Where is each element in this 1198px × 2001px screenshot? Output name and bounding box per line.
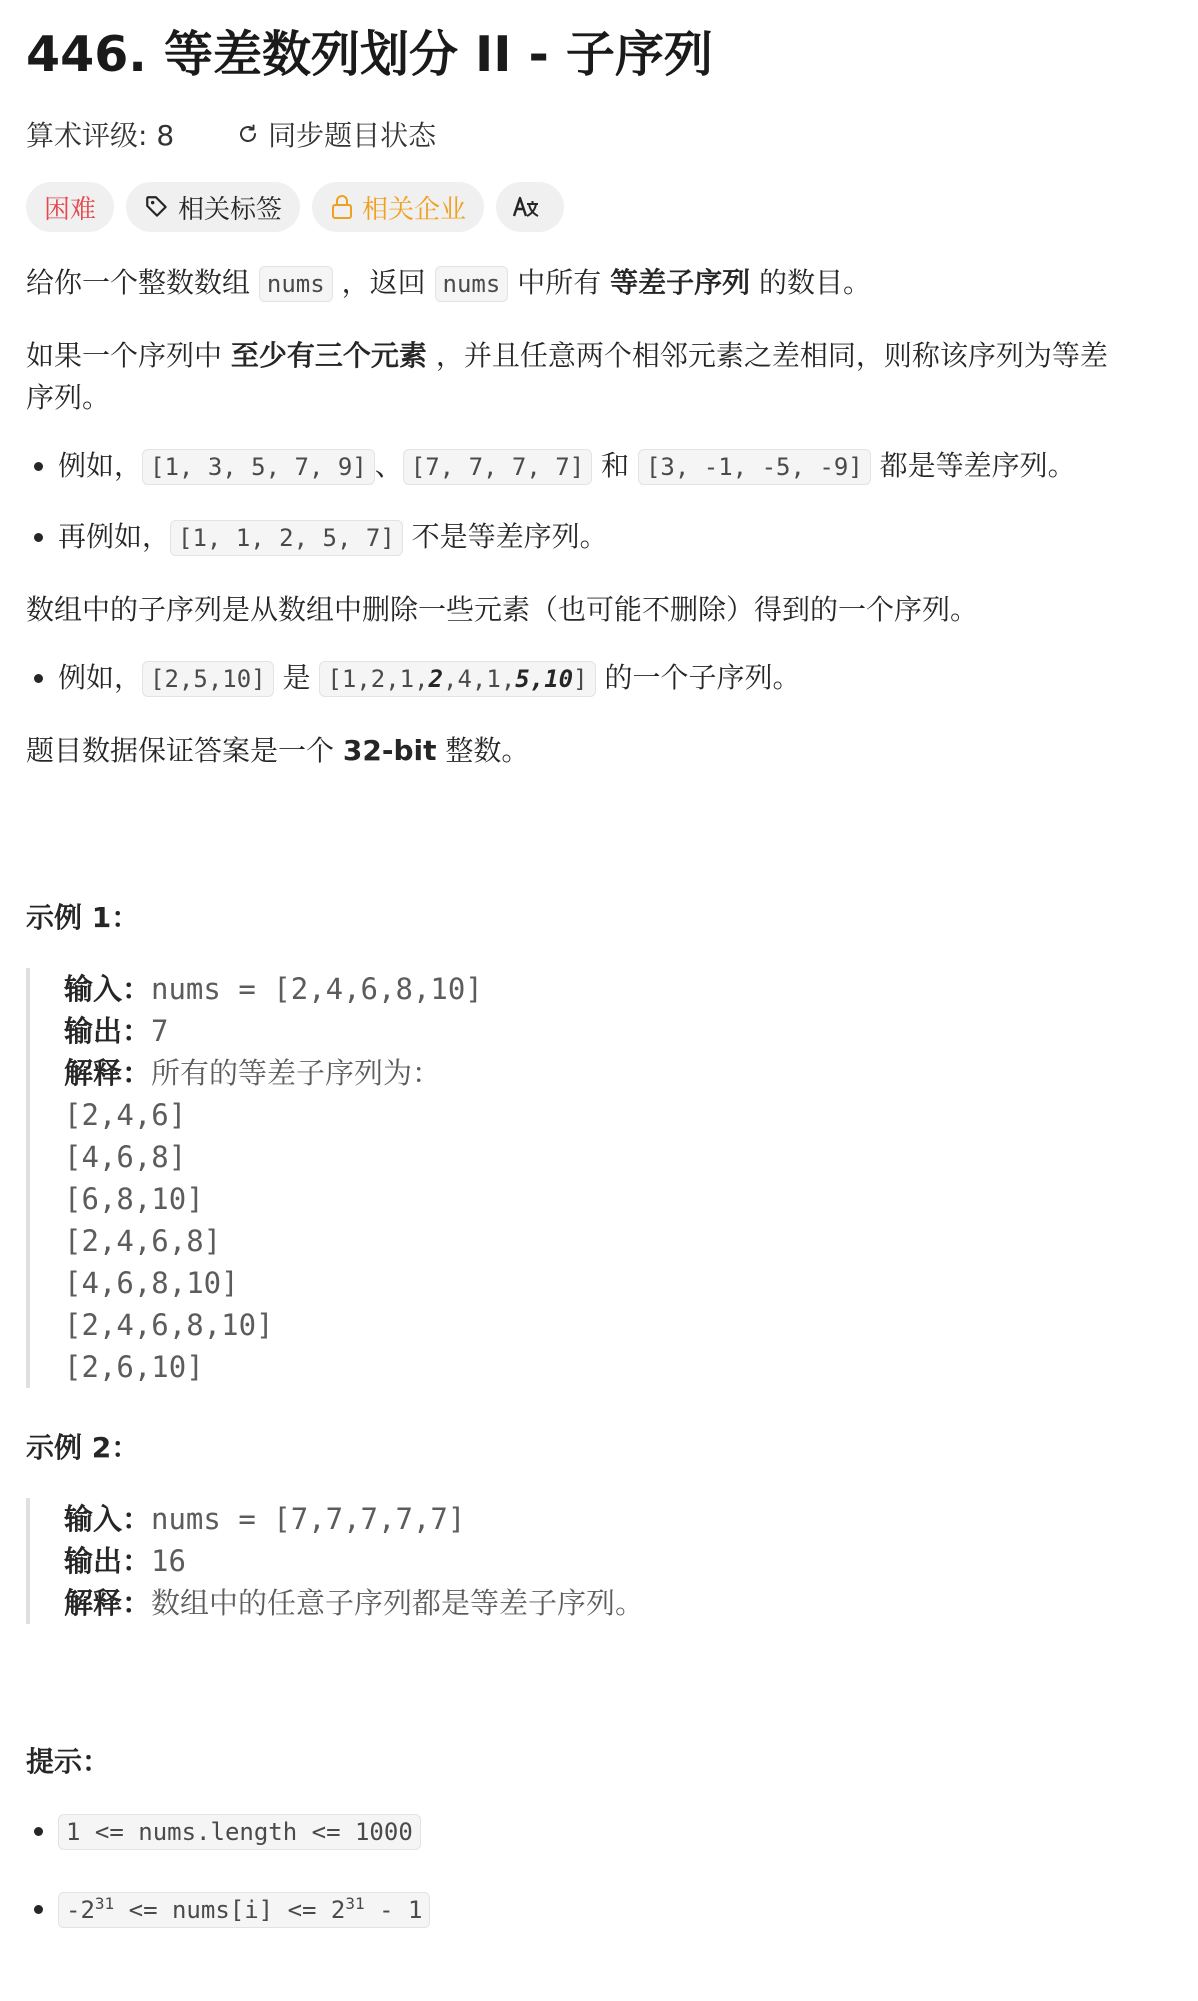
- bold-text: 至少有三个元素: [230, 339, 427, 372]
- description-paragraph-2: [26, 335, 1120, 419]
- sequence-line: [6,8,10]: [64, 1182, 204, 1216]
- lock-icon: [330, 194, 354, 220]
- inline-code: [3, -1, -5, -9]: [638, 449, 871, 485]
- text: 是: [273, 661, 320, 694]
- description-paragraph-1: [26, 262, 1120, 305]
- inline-code: [7, 7, 7, 7]: [403, 449, 592, 485]
- description-paragraph-3: 数组中的子序列是从数组中删除一些元素（也可能不删除）得到的一个序列。: [26, 593, 979, 626]
- constraint-item: [58, 1883, 1120, 1931]
- code-text: - 1: [364, 1896, 423, 1924]
- sequence-line: [2,4,6,8]: [64, 1224, 222, 1258]
- code-emphasis: ,: [529, 665, 545, 693]
- constraints-list: [26, 1810, 1120, 1931]
- sequence-line: [4,6,8,10]: [64, 1266, 239, 1300]
- bold-text: 32-bit: [342, 734, 437, 767]
- example-1-title: 示例 1：: [26, 901, 140, 934]
- related-tags-button[interactable]: [126, 182, 300, 232]
- inline-code: 1 <= nums.length <= 1000: [58, 1814, 421, 1850]
- text: 的数目。: [750, 266, 872, 299]
- constraints-title: 提示：: [26, 1745, 111, 1778]
- text: 、: [374, 449, 403, 482]
- text: ，并且任意两个相邻元素之差相同，则称该序列为等差序列。: [26, 339, 1108, 414]
- difficulty-badge[interactable]: 困难: [26, 182, 114, 232]
- output-label: 输出：: [64, 1544, 152, 1578]
- refresh-icon: [236, 122, 260, 146]
- text: 如果一个序列中: [26, 339, 231, 372]
- input-value: nums = [7,7,7,7,7]: [151, 1502, 466, 1536]
- inline-code: nums: [259, 266, 333, 302]
- sequence-line: [2,6,10]: [64, 1350, 204, 1384]
- output-value: 16: [151, 1544, 186, 1578]
- related-tags-label: 相关标签: [178, 194, 283, 225]
- code-emphasis: 2: [428, 665, 444, 693]
- inline-code: [2,5,10]: [142, 661, 274, 697]
- output-value: 7: [151, 1014, 169, 1048]
- text: 整数。: [436, 734, 530, 767]
- example-list-1: [26, 445, 1120, 559]
- example-1-block: [26, 968, 1120, 1388]
- related-companies-label: 相关企业: [362, 194, 467, 225]
- input-value: nums = [2,4,6,8,10]: [151, 972, 483, 1006]
- translate-button[interactable]: [496, 182, 564, 232]
- example-2-block: [26, 1498, 1120, 1624]
- translate-icon: [512, 194, 540, 220]
- text: ，返回: [332, 266, 435, 299]
- tag-bar: [26, 182, 1120, 232]
- example-list-2: [26, 657, 1120, 700]
- superscript: 31: [94, 1894, 115, 1913]
- tag-icon: [144, 194, 170, 220]
- superscript: 31: [345, 1894, 365, 1913]
- text: 题目数据保证答案是一个: [26, 734, 343, 767]
- rating-label: 算术评级: 8: [26, 119, 175, 152]
- sync-status-label: 同步题目状态: [268, 119, 437, 152]
- page-title: 446. 等差数列划分 II - 子序列: [26, 26, 713, 83]
- text: 给你一个整数数组: [26, 266, 259, 299]
- description-paragraph-4: [26, 730, 1120, 772]
- text: 再例如，: [58, 520, 171, 553]
- sequence-line: [2,4,6]: [64, 1098, 187, 1132]
- code-emphasis: 5: [515, 665, 530, 693]
- text: 不是等差序列。: [402, 520, 608, 553]
- inline-code: nums: [435, 266, 509, 302]
- list-item: [58, 445, 1120, 488]
- inline-code: [1, 1, 2, 5, 7]: [170, 520, 403, 556]
- explain-label: 解释：: [64, 1586, 152, 1620]
- code-text: [1,2,1,: [327, 665, 429, 693]
- code-text: -2: [66, 1896, 95, 1924]
- explain-text: 所有的等差子序列为：: [151, 1056, 442, 1090]
- constraint-item: [58, 1810, 1120, 1853]
- code-text: <= nums[i] <= 2: [114, 1896, 346, 1924]
- sequence-line: [2,4,6,8,10]: [64, 1308, 274, 1342]
- code-text: ,4,1,: [443, 665, 516, 693]
- example-2-title: 示例 2：: [26, 1431, 140, 1464]
- text: 例如，: [58, 661, 143, 694]
- problem-meta: [26, 114, 1120, 154]
- text: 中所有: [508, 266, 611, 299]
- explain-text: 数组中的任意子序列都是等差子序列。: [151, 1586, 645, 1620]
- bold-text: 等差子序列: [610, 266, 751, 299]
- inline-code: [319, 661, 595, 697]
- inline-code: [1, 3, 5, 7, 9]: [142, 449, 375, 485]
- code-text: ]: [573, 665, 588, 693]
- code-emphasis: 10: [544, 665, 574, 693]
- text: 都是等差序列。: [870, 449, 1076, 482]
- related-companies-button[interactable]: [312, 182, 484, 232]
- explain-label: 解释：: [64, 1056, 152, 1090]
- output-label: 输出：: [64, 1014, 152, 1048]
- sequence-line: [4,6,8]: [64, 1140, 187, 1174]
- list-item: [58, 657, 1120, 700]
- text: 的一个子序列。: [595, 661, 801, 694]
- list-item: [58, 516, 1120, 559]
- text: 例如，: [58, 449, 143, 482]
- text: 和: [592, 449, 638, 482]
- sync-status-button[interactable]: [236, 114, 436, 154]
- input-label: 输入：: [64, 972, 152, 1006]
- inline-code: [58, 1892, 430, 1928]
- input-label: 输入：: [64, 1502, 152, 1536]
